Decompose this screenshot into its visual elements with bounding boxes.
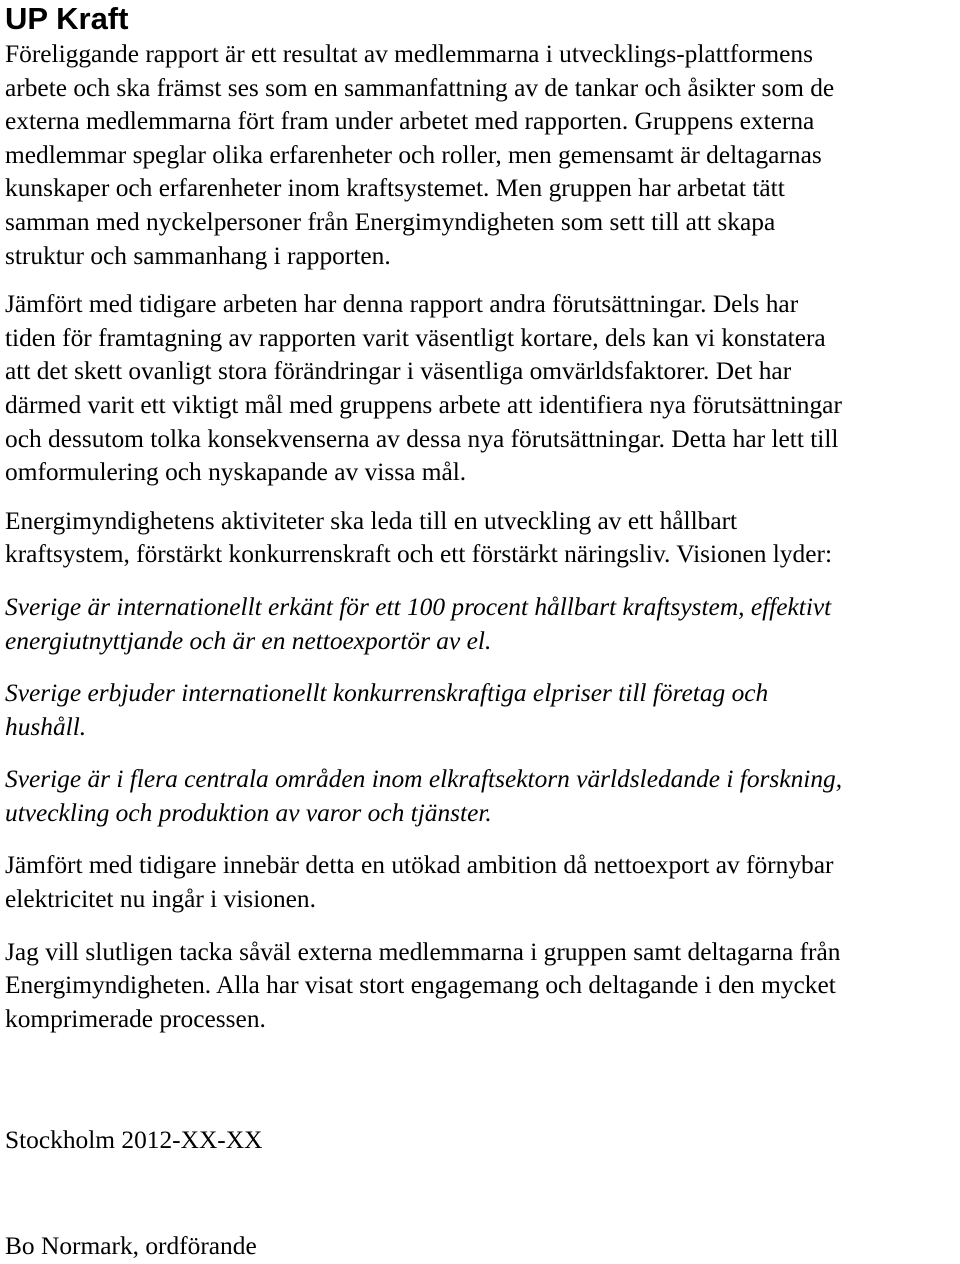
text-line: hushåll.: [5, 712, 87, 741]
text-line: struktur och sammanhang i rapporten.: [5, 241, 391, 270]
text-line: energiutnyttjande och är en nettoexportör av el.: [5, 626, 492, 655]
paragraph-intro: [5, 38, 957, 273]
text-line: externa medlemmarna fört fram under arbetet med rapporten. Gruppens externa: [5, 107, 815, 136]
vision-statement-2: [5, 677, 957, 744]
text-line: arbete och ska främst ses som en sammanfattning av de tankar och åsikter som de: [5, 73, 835, 102]
paragraph-comparison: [5, 288, 957, 490]
vision-statement-3: [5, 763, 957, 830]
text-line: Jämfört med tidigare innebär detta en utökad ambition då nettoexport av förnybar: [5, 851, 834, 880]
text-line: kraftsystem, förstärkt konkurrenskraft och ett förstärkt näringsliv. Visionen lyder:: [5, 540, 832, 569]
text-line: därmed varit ett viktigt mål med gruppens arbete att identifiera nya förutsättningar: [5, 390, 842, 419]
text-line: och dessutom tolka konsekvenserna av dessa nya förutsättningar. Detta har lett till: [5, 424, 839, 453]
text-line: omformulering och nyskapande av vissa mål.: [5, 458, 467, 487]
document-page: [5, 0, 957, 1036]
text-line: samman med nyckelpersoner från Energimyndigheten som sett till att skapa: [5, 207, 776, 236]
place-and-date: Stockholm 2012-XX-XX: [5, 1126, 263, 1154]
text-line: Energimyndighetens aktiviteter ska leda till en utveckling av ett hållbart: [5, 506, 738, 535]
text-line: att det skett ovanligt stora förändringar i väsentliga omvärldsfaktorer. Det har: [5, 357, 792, 386]
page-title: UP Kraft: [5, 1, 129, 36]
text-line: elektricitet nu ingår i visionen.: [5, 885, 316, 914]
paragraph-thanks: [5, 936, 957, 1037]
text-line: Jämfört med tidigare arbeten har denna rapport andra förutsättningar. Dels har: [5, 290, 799, 319]
text-line: kunskaper och erfarenheter inom kraftsystemet. Men gruppen har arbetat tätt: [5, 174, 785, 203]
paragraph-ambition: [5, 849, 957, 916]
text-line: Sverige är internationellt erkänt för ett 100 procent hållbart kraftsystem, effektivt: [5, 592, 832, 621]
text-line: Sverige erbjuder internationellt konkurrenskraftiga elpriser till företag och: [5, 679, 769, 708]
vision-statement-1: [5, 591, 957, 658]
text-line: tiden för framtagning av rapporten varit väsentligt kortare, dels kan vi konstatera: [5, 323, 826, 352]
text-line: Sverige är i flera centrala områden inom elkraftsektorn världsledande i forskning,: [5, 765, 843, 794]
text-line: medlemmar speglar olika erfarenheter och roller, men gemensamt är deltagarnas: [5, 140, 822, 169]
text-line: komprimerade processen.: [5, 1004, 266, 1033]
text-line: Jag vill slutligen tacka såväl externa medlemmarna i gruppen samt deltagarna från: [5, 937, 841, 966]
text-line: Energimyndigheten. Alla har visat stort engagemang och deltagande i den mycket: [5, 971, 836, 1000]
signature: Bo Normark, ordförande: [5, 1232, 257, 1260]
paragraph-activities: [5, 505, 957, 572]
text-line: Föreliggande rapport är ett resultat av medlemmarna i utvecklings-plattformens: [5, 40, 813, 68]
text-line: utveckling och produktion av varor och tjänster.: [5, 798, 492, 827]
